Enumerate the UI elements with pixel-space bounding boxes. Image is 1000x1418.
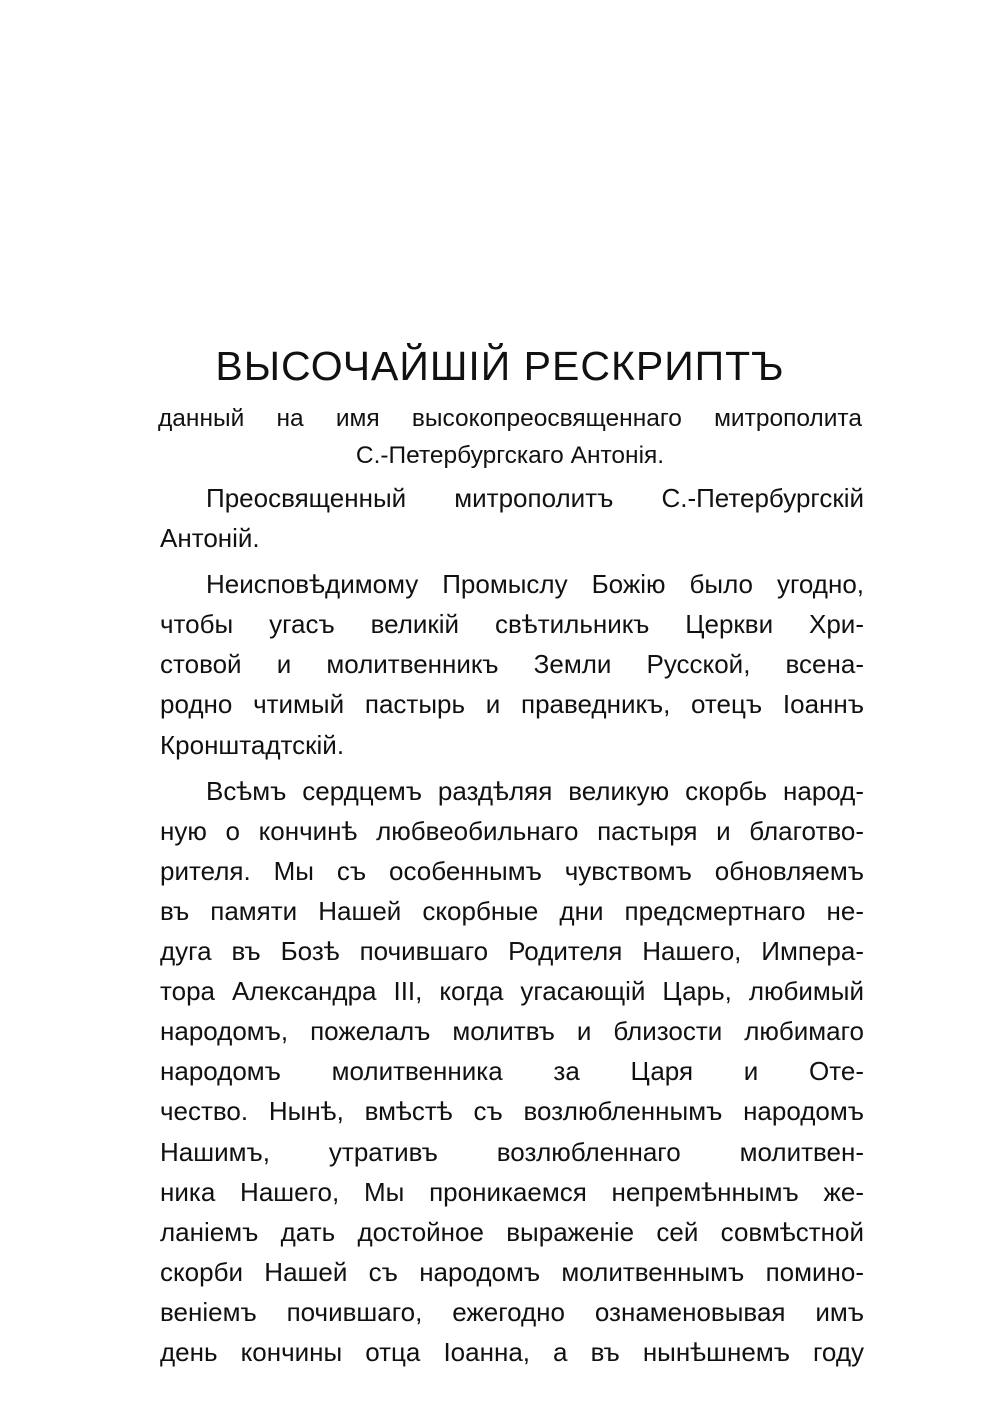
text-line: Преосвященный митрополитъ С.-Петербургскій [206, 483, 864, 513]
document-body [160, 478, 864, 1378]
text-line: народомъ молитвенника за Царя и Оте- [160, 1056, 864, 1087]
text-line: ную о кончинѣ любвеобильнаго пастыря и благотво- [160, 815, 864, 846]
text-line: ланіемъ дать достойное выраженіе сей совмѣстной [160, 1216, 864, 1247]
text-line: стовой и молитвенникъ Земли Русской, всена- [160, 649, 864, 680]
document-title: ВЫСОЧАЙШІЙ РЕСКРИПТЪ [215, 343, 785, 389]
text-line: Неисповѣдимому Промыслу Божію было угодно, [206, 569, 864, 600]
text-line: въ памяти Нашей скорбные дни предсмертнаго не- [160, 895, 864, 926]
text-line: дуга въ Бозѣ почившаго Родителя Нашего, Импера- [160, 936, 864, 967]
text-line: веніемъ почившаго, ежегодно ознаменовывая имъ [160, 1296, 864, 1327]
subtitle-line: С.-Петербургскаго Антонія. [355, 442, 665, 469]
text-line: Нашимъ, утративъ возлюбленнаго молитвен- [160, 1136, 864, 1167]
text-line: тора Александра III, когда угасающій Царь, любимый [160, 976, 864, 1007]
text-line: чество. Нынѣ, вмѣстѣ съ возлюбленнымъ народомъ [160, 1096, 864, 1127]
paragraph-address [160, 478, 864, 558]
paragraph-sorrow [160, 771, 864, 1372]
text-line: день кончины отца Іоанна, а въ нынѣшнемъ году [160, 1336, 864, 1367]
text-line: ника Нашего, Мы проникаемся непремѣннымъ же- [160, 1176, 864, 1207]
paragraph-announcement [160, 564, 864, 764]
subtitle-line: данный на имя высокопреосвященнаго митрополита [158, 405, 862, 432]
text-line: Антоній. [160, 523, 260, 554]
text-line: родно чтимый пастырь и праведникъ, отецъ Іоаннъ [160, 689, 864, 720]
text-line: рителя. Мы съ особеннымъ чувствомъ обновляемъ [160, 855, 864, 886]
text-line: Всѣмъ сердцемъ раздѣляя великую скорбь народ- [206, 775, 864, 806]
document-subtitle [158, 400, 862, 474]
text-line: чтобы угасъ великій свѣтильникъ Церкви Хри- [160, 609, 864, 640]
text-line: Кронштадтскій. [160, 729, 345, 760]
text-line: скорби Нашей съ народомъ молитвеннымъ помино- [160, 1256, 864, 1287]
text-line: народомъ, пожелалъ молитвъ и близости любимаго [160, 1016, 864, 1047]
